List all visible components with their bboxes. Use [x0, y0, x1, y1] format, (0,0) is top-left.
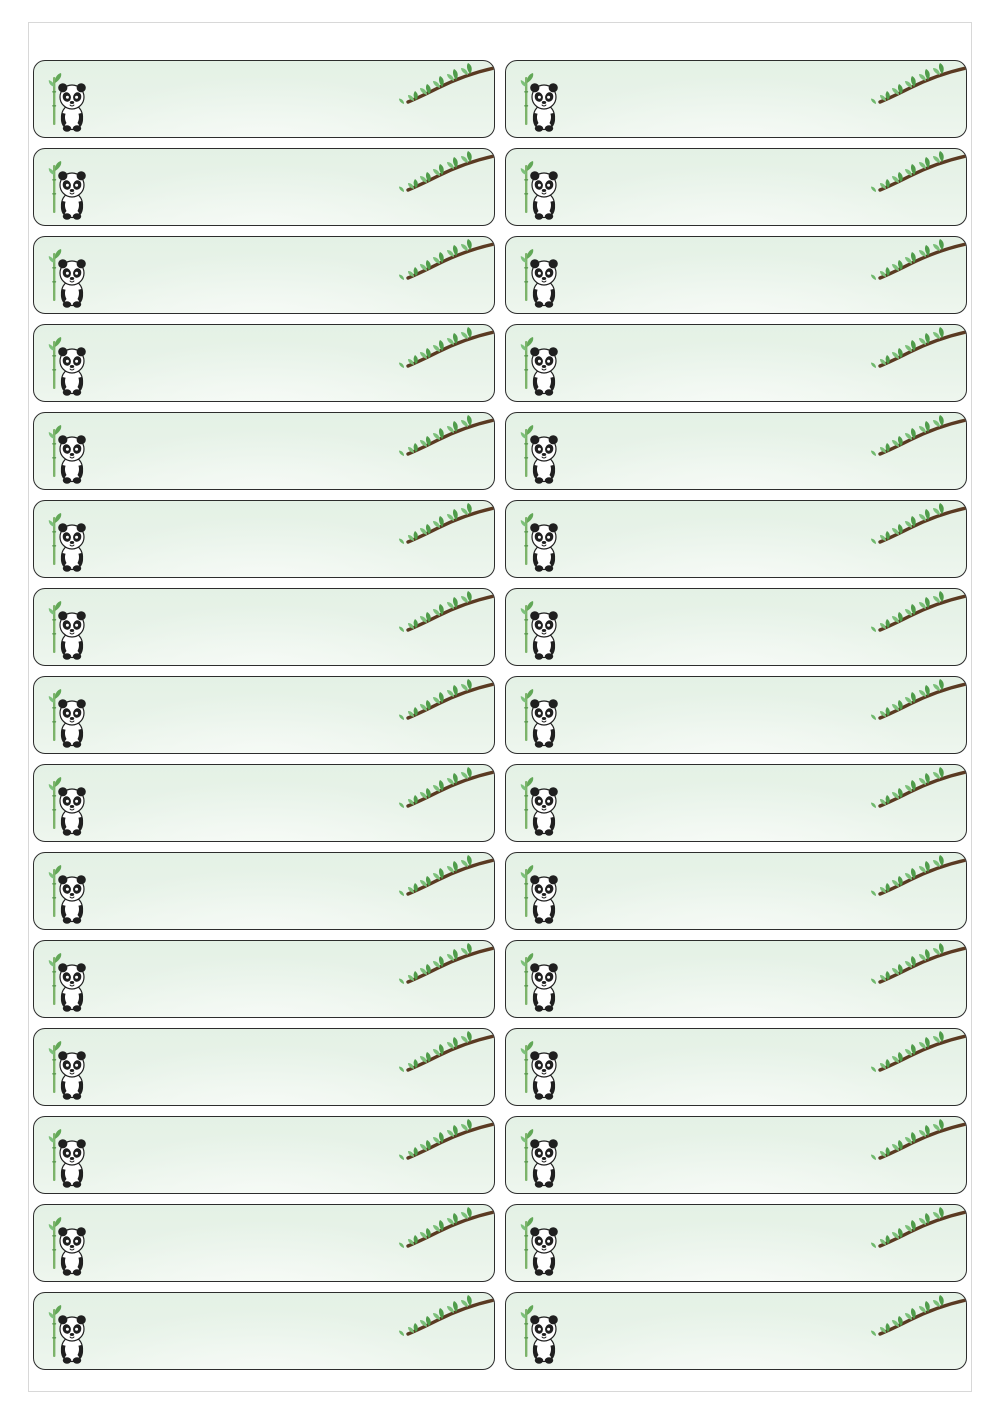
address-label[interactable]	[33, 676, 495, 754]
bamboo-branch-icon	[870, 591, 966, 635]
address-label[interactable]	[33, 60, 495, 138]
address-label[interactable]	[505, 940, 967, 1018]
bamboo-branch-icon	[398, 151, 494, 195]
bamboo-branch-icon	[870, 855, 966, 899]
panda-icon	[520, 1039, 564, 1101]
bamboo-branch-icon	[870, 239, 966, 283]
label-text[interactable]	[104, 337, 389, 389]
label-text[interactable]	[104, 249, 389, 301]
label-text[interactable]	[104, 601, 389, 653]
panda-icon	[520, 951, 564, 1013]
bamboo-branch-icon	[870, 415, 966, 459]
panda-icon	[520, 1303, 564, 1365]
label-text[interactable]	[104, 865, 389, 917]
panda-icon	[520, 159, 564, 221]
bamboo-branch-icon	[870, 503, 966, 547]
address-label[interactable]	[33, 588, 495, 666]
label-text[interactable]	[576, 1305, 861, 1357]
address-label[interactable]	[33, 148, 495, 226]
label-text[interactable]	[104, 689, 389, 741]
label-text[interactable]	[576, 1041, 861, 1093]
label-text[interactable]	[576, 777, 861, 829]
label-text[interactable]	[104, 425, 389, 477]
panda-icon	[48, 247, 92, 309]
panda-icon	[520, 687, 564, 749]
bamboo-branch-icon	[398, 767, 494, 811]
panda-icon	[520, 1215, 564, 1277]
address-label[interactable]	[33, 1116, 495, 1194]
panda-icon	[48, 423, 92, 485]
bamboo-branch-icon	[398, 943, 494, 987]
address-label[interactable]	[505, 148, 967, 226]
address-label[interactable]	[33, 500, 495, 578]
bamboo-branch-icon	[398, 63, 494, 107]
address-label[interactable]	[505, 852, 967, 930]
label-text[interactable]	[104, 1305, 389, 1357]
panda-icon	[520, 71, 564, 133]
address-label[interactable]	[33, 1204, 495, 1282]
label-text[interactable]	[576, 337, 861, 389]
panda-icon	[48, 71, 92, 133]
bamboo-branch-icon	[398, 679, 494, 723]
address-label[interactable]	[505, 60, 967, 138]
bamboo-branch-icon	[398, 503, 494, 547]
label-text[interactable]	[104, 1129, 389, 1181]
bamboo-branch-icon	[870, 1031, 966, 1075]
label-text[interactable]	[576, 865, 861, 917]
address-label[interactable]	[505, 500, 967, 578]
bamboo-branch-icon	[398, 327, 494, 371]
panda-icon	[520, 863, 564, 925]
panda-icon	[48, 863, 92, 925]
label-text[interactable]	[576, 73, 861, 125]
panda-icon	[48, 951, 92, 1013]
panda-icon	[520, 247, 564, 309]
label-text[interactable]	[576, 425, 861, 477]
label-text[interactable]	[576, 513, 861, 565]
address-label[interactable]	[505, 1204, 967, 1282]
label-text[interactable]	[104, 513, 389, 565]
label-text[interactable]	[576, 1129, 861, 1181]
panda-icon	[48, 1215, 92, 1277]
bamboo-branch-icon	[398, 591, 494, 635]
bamboo-branch-icon	[870, 151, 966, 195]
label-text[interactable]	[104, 161, 389, 213]
label-text[interactable]	[104, 953, 389, 1005]
address-label[interactable]	[33, 324, 495, 402]
bamboo-branch-icon	[870, 1119, 966, 1163]
label-text[interactable]	[576, 1217, 861, 1269]
panda-icon	[48, 599, 92, 661]
label-text[interactable]	[104, 777, 389, 829]
panda-icon	[48, 159, 92, 221]
label-text[interactable]	[104, 73, 389, 125]
panda-icon	[48, 511, 92, 573]
panda-icon	[48, 687, 92, 749]
address-label[interactable]	[505, 324, 967, 402]
bamboo-branch-icon	[398, 1031, 494, 1075]
bamboo-branch-icon	[870, 943, 966, 987]
bamboo-branch-icon	[870, 1295, 966, 1339]
panda-icon	[48, 775, 92, 837]
address-label[interactable]	[505, 676, 967, 754]
bamboo-branch-icon	[870, 679, 966, 723]
label-text[interactable]	[576, 249, 861, 301]
address-label[interactable]	[505, 764, 967, 842]
label-text[interactable]	[576, 689, 861, 741]
label-grid	[33, 60, 967, 1380]
address-label[interactable]	[505, 412, 967, 490]
panda-icon	[520, 423, 564, 485]
bamboo-branch-icon	[870, 63, 966, 107]
bamboo-branch-icon	[870, 1207, 966, 1251]
panda-icon	[48, 1303, 92, 1365]
panda-icon	[48, 1127, 92, 1189]
address-label[interactable]	[33, 412, 495, 490]
address-label[interactable]	[505, 1116, 967, 1194]
address-label[interactable]	[33, 236, 495, 314]
bamboo-branch-icon	[398, 855, 494, 899]
bamboo-branch-icon	[398, 1295, 494, 1339]
label-text[interactable]	[104, 1217, 389, 1269]
address-label[interactable]	[505, 1292, 967, 1370]
bamboo-branch-icon	[398, 239, 494, 283]
address-label[interactable]	[33, 1028, 495, 1106]
address-label[interactable]	[505, 236, 967, 314]
panda-icon	[48, 1039, 92, 1101]
label-text[interactable]	[576, 953, 861, 1005]
address-label[interactable]	[505, 588, 967, 666]
bamboo-branch-icon	[870, 767, 966, 811]
panda-icon	[520, 1127, 564, 1189]
address-label[interactable]	[33, 1292, 495, 1370]
panda-icon	[520, 775, 564, 837]
label-text[interactable]	[576, 161, 861, 213]
panda-icon	[520, 511, 564, 573]
address-label[interactable]	[33, 852, 495, 930]
bamboo-branch-icon	[398, 415, 494, 459]
panda-icon	[520, 335, 564, 397]
panda-icon	[520, 599, 564, 661]
panda-icon	[48, 335, 92, 397]
address-label[interactable]	[505, 1028, 967, 1106]
bamboo-branch-icon	[870, 327, 966, 371]
address-label[interactable]	[33, 764, 495, 842]
bamboo-branch-icon	[398, 1119, 494, 1163]
label-text[interactable]	[104, 1041, 389, 1093]
bamboo-branch-icon	[398, 1207, 494, 1251]
label-text[interactable]	[576, 601, 861, 653]
address-label[interactable]	[33, 940, 495, 1018]
